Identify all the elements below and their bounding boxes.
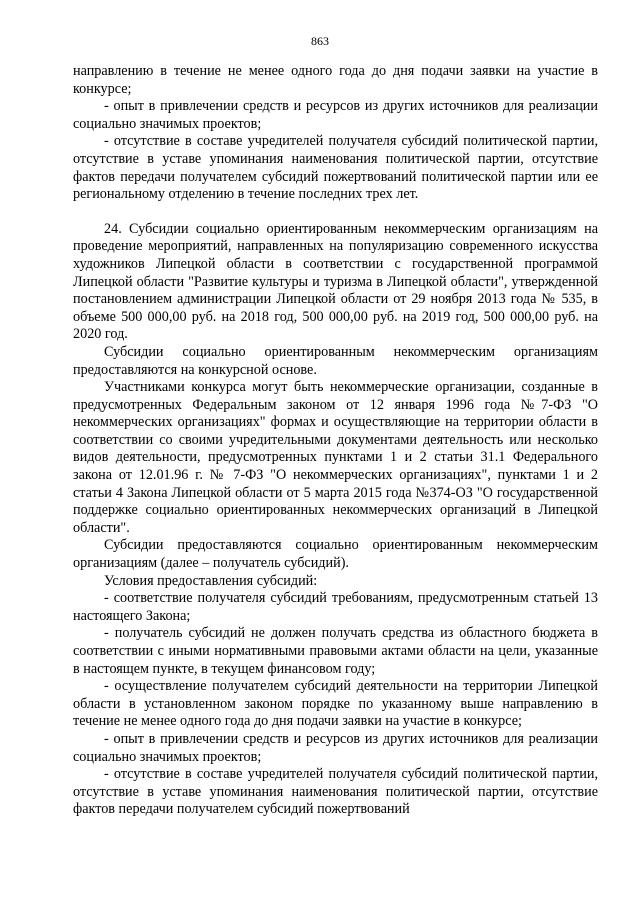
paragraph: Субсидии социально ориентированным некоммерческим организациям предоставляются на конкурсной основе. — [73, 343, 598, 378]
paragraph: Субсидии предоставляются социально ориентированным некоммерческим организациям (далее – получатель субсидий). — [73, 537, 598, 572]
paragraph: направлению в течение не менее одного года до дня подачи заявки на участие в конкурсе; — [73, 63, 598, 97]
paragraph: - опыт в привлечении средств и ресурсов из других источников для реализации социально значимых проектов; — [73, 730, 598, 765]
paragraph: - опыт в привлечении средств и ресурсов из других источников для реализации социально значимых проектов; — [73, 98, 598, 132]
paragraph: - получатель субсидий не должен получать средства из областного бюджета в соответствии с иными нормативными правовыми актами области на цели, указанные в настоящем пункте, в текущем финансовом году; — [73, 625, 598, 677]
paragraph: Условия предоставления субсидий: — [104, 572, 318, 589]
paragraph: - отсутствие в составе учредителей получателя субсидий политической партии, отсутствие в уставе упоминания наименования политической партии, отсутствие фактов передачи получателем субсидий пожертвований политической партии или ее региональному отделению в течение последних трех лет. — [73, 133, 598, 203]
paragraph: Участниками конкурса могут быть некоммерческие организации, созданные в предусмотренных Федеральным законом от 12 января 1996 года №7-ФЗ "О некоммерческих организациях" формах и осуществляющие на территории области в соответствии со своими учредительными документами деятельность или несколько видов деятельности, предусмотренных пунктами 1 и 2 статьи 31.1 Федерального закона от 12.01.96 г. № 7-ФЗ "О некоммерческих организациях", пунктами 1 и 2 статьи 4 Закона Липецкой области от 5 марта 2015 года №374-ОЗ "О государственной поддержке социально ориентированных некоммерческих организаций в Липецкой области". — [73, 379, 598, 536]
paragraph: 24. Субсидии социально ориентированным некоммерческим организациям на проведение мероприятий, направленных на популяризацию современного искусства художников Липецкой области в соответствии с государственной программой Липецкой области "Развитие культуры и туризма в Липецкой области", утвержденной постановлением администрации Липецкой области от 29 ноября 2013 года № 535, в объеме 500 000,00 руб. на 2018 год, 500 000,00 руб. на 2019 год, 500 000,00 руб. на 2020 год. — [73, 220, 598, 343]
paragraph: - отсутствие в составе учредителей получателя субсидий политической партии, отсутствие в уставе упоминания наименования политической партии, отсутствие фактов передачи получателем субсидий пожертвований — [73, 766, 598, 818]
body-text — [73, 63, 598, 819]
page-number: 863 — [311, 34, 329, 48]
paragraph: - осуществление получателем субсидий деятельности на территории Липецкой области в установленном законом порядке по указанному выше направлению в течение не менее одного года до дня подачи заявки на участие в конкурсе; — [73, 678, 598, 730]
paragraph: - соответствие получателя субсидий требованиям, предусмотренным статьей 13 настоящего Закона; — [73, 590, 598, 624]
